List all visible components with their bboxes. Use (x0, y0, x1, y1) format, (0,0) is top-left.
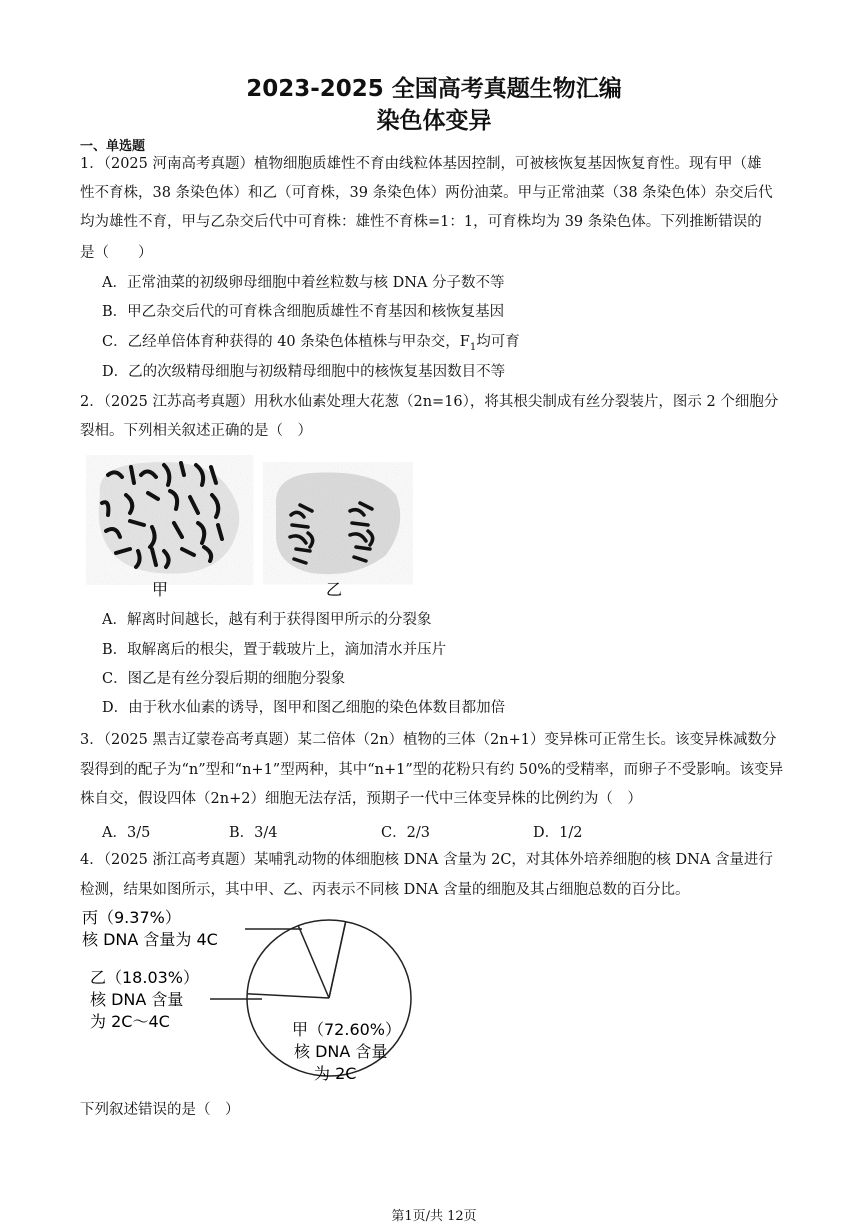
q3-option-b: B．3/4 (229, 825, 278, 841)
cell-a-image (99, 462, 240, 574)
q1-option-c: C．乙经单倍体育种获得的 40 条染色体植株与甲杂交，$F_1$均可育 (102, 334, 520, 353)
label-bing-line-2: 核 DNA 含量为 4C (82, 930, 218, 949)
document-subtitle: 染色体变异 (376, 108, 492, 134)
label-bing-line-1: 丙（9.37%） (82, 908, 181, 927)
dna-content-pie-chart (80, 905, 480, 1095)
q1-line-2: 性不育株，38 条染色体）和乙（可育株，39 条染色体）两份油菜。甲与正常油菜（38 条染色体）杂交后代 (80, 185, 773, 201)
q4-line-1: 4．（2025 浙江高考真题）某哺乳动物的体细胞核 DNA 含量为 2C，对其体外培养细胞的核 DNA 含量进行 (80, 852, 773, 868)
pie-slice-boundary-丙 (298, 926, 329, 998)
q4-line-2: 检测，结果如图所示，其中甲、乙、丙表示不同核 DNA 含量的细胞及其占细胞总数的百分比。 (80, 882, 690, 898)
q3-option-c: C．2/3 (381, 825, 430, 841)
q3-option-d: D．1/2 (533, 825, 583, 841)
q3-line-1: 3．（2025 黑吉辽蒙卷高考真题）某二倍体（2n）植物的三体（2n+1）变异株可正常生长。该变异株减数分 (80, 732, 777, 748)
section-heading: 一、单选题 (80, 139, 146, 154)
q1-option-d: D．乙的次级精母细胞与初级精母细胞中的核恢复基因数目不等 (102, 364, 506, 380)
q1-line-1: 1．（2025 河南高考真题）植物细胞质雄性不育由线粒体基因控制，可被核恢复基因恢复育性。现有甲（雄 (80, 156, 762, 172)
q2-option-b: B．取解离后的根尖，置于载玻片上，滴加清水并压片 (102, 642, 447, 658)
q1-option-a: A．正常油菜的初级卵母细胞中着丝粒数与核 DNA 分子数不等 (102, 275, 505, 291)
q2-option-a: A．解离时间越长，越有利于获得图甲所示的分裂象 (102, 612, 432, 628)
q1-line-3: 均为雄性不育，甲与乙杂交后代中可育株：雄性不育株=1：1，可育株均为 39 条染色体。下列推断错误的 (80, 214, 762, 230)
label-yi-line-2: 核 DNA 含量 (90, 990, 184, 1009)
page-footer: 第1页/共 12页 (391, 1209, 477, 1224)
document-title: 2023-2025 全国高考真题生物汇编 (246, 76, 622, 102)
q4-after-text: 下列叙述错误的是（ ） (80, 1102, 240, 1118)
q2-option-d: D．由于秋水仙素的诱导，图甲和图乙细胞的染色体数目都加倍 (102, 700, 506, 716)
q1-option-b: B．甲乙杂交后代的可育株含细胞质雄性不育基因和核恢复基因 (102, 304, 505, 320)
label-jia-line-3: 为 2C (314, 1064, 357, 1083)
label-yi-line-3: 为 2C～4C (90, 1012, 170, 1031)
figure-label-a: 甲 (152, 580, 169, 599)
cell-division-figure (86, 455, 416, 600)
label-yi-line-1: 乙（18.03%） (90, 968, 200, 987)
q3-line-2: 裂得到的配子为“n”型和“n+1”型两种，其中“n+1”型的花粉只有约 50%的受精率，而卵子不受影响。该变异 (80, 762, 784, 778)
label-jia-line-1: 甲（72.60%） (292, 1020, 402, 1039)
q2-line-2: 裂相。下列相关叙述正确的是（ ） (80, 423, 312, 439)
pie-slice-boundary-乙 (329, 922, 346, 998)
pie-slice-boundary-jia-yi (247, 994, 329, 998)
cell-b-image (276, 472, 400, 574)
q3-option-a: A．3/5 (102, 825, 151, 841)
q2-line-1: 2．（2025 江苏高考真题）用秋水仙素处理大花葱（2n=16），将其根尖制成有丝分裂装片，图示 2 个细胞分 (80, 394, 779, 410)
q3-line-3: 株自交，假设四体（2n+2）细胞无法存活，预期子一代中三体变异株的比例约为（ ） (80, 791, 642, 807)
label-jia-line-2: 核 DNA 含量 (294, 1042, 388, 1061)
q2-option-c: C．图乙是有丝分裂后期的细胞分裂象 (102, 671, 346, 687)
figure-label-b: 乙 (326, 580, 343, 599)
q1-line-4: 是（ ） (80, 245, 153, 261)
